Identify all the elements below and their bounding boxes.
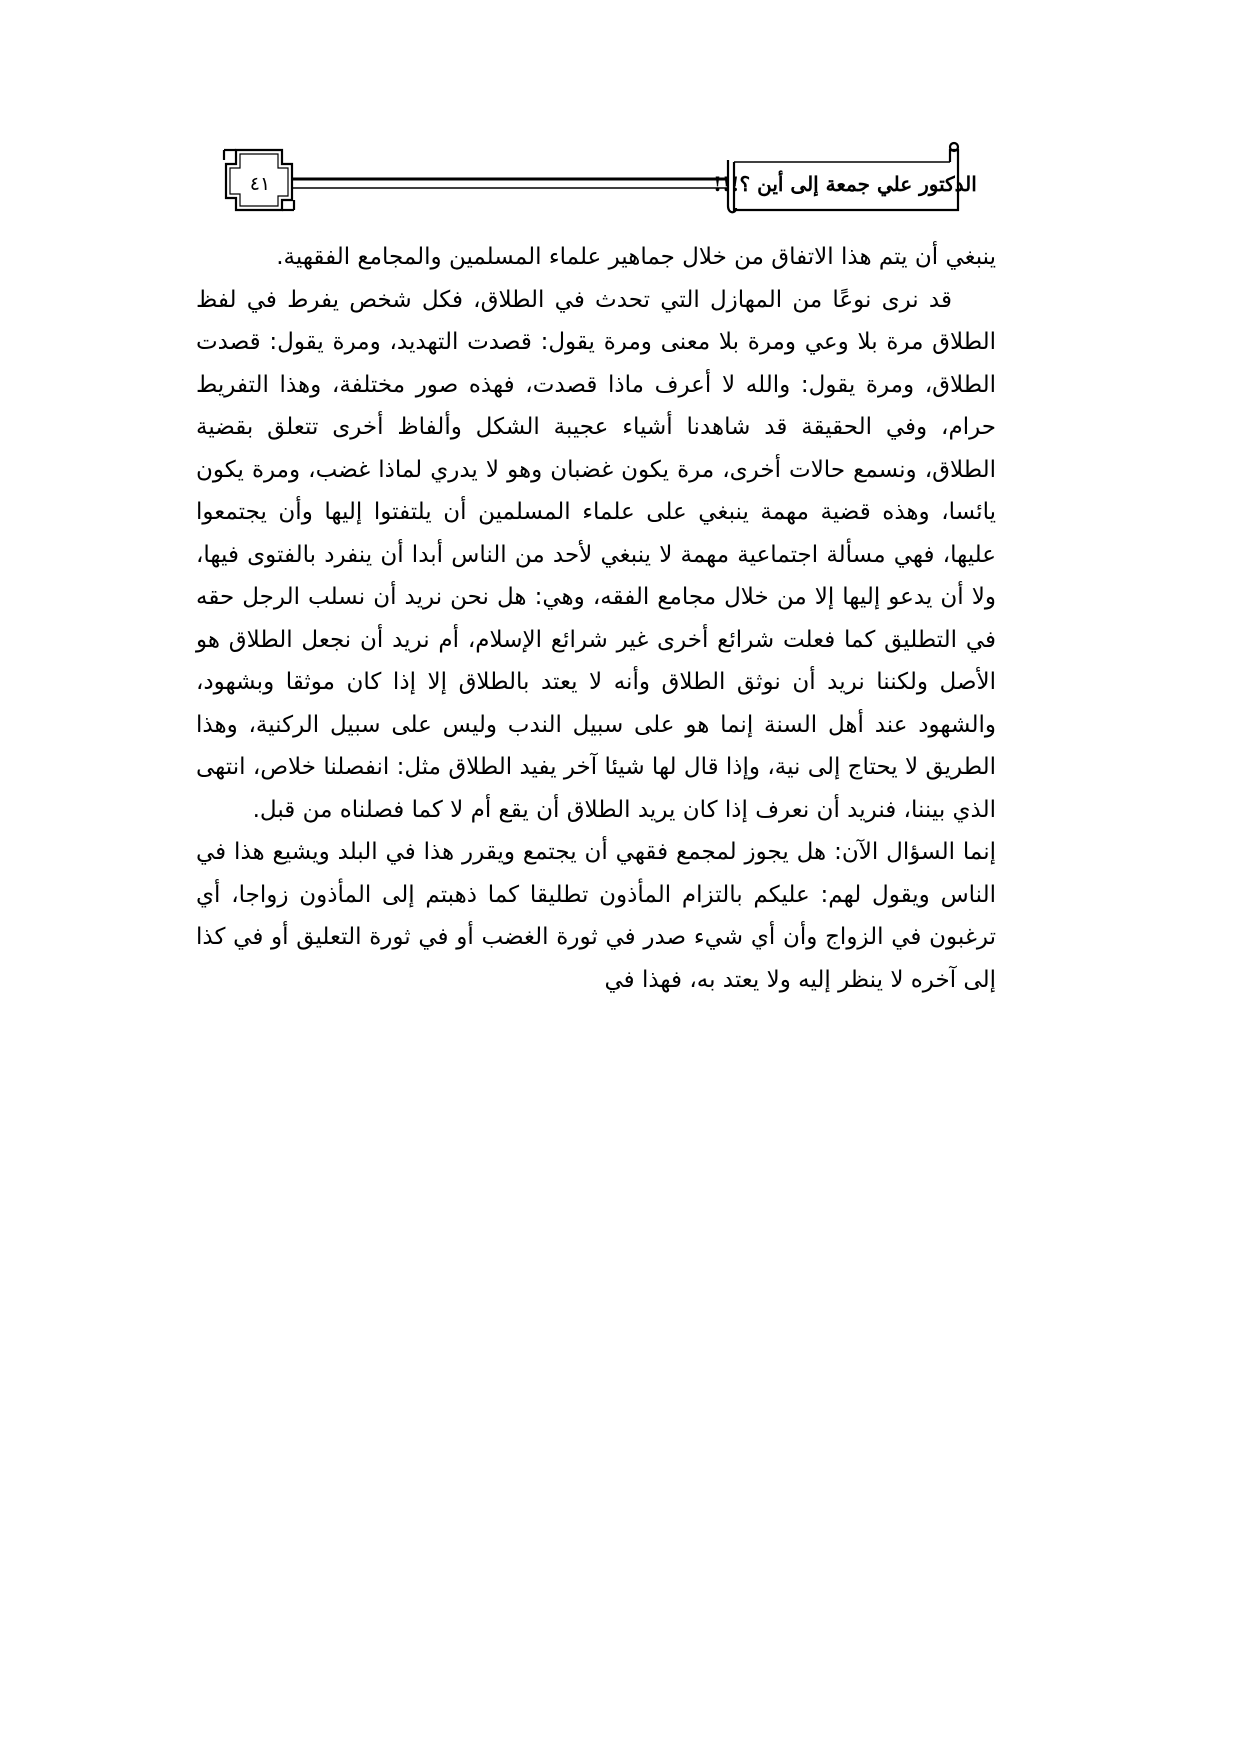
page-body bbox=[196, 236, 996, 1001]
page-number: ٤١ bbox=[249, 173, 271, 195]
header-double-rule bbox=[292, 179, 728, 188]
paragraph-2: قد نرى نوعًا من المهازل التي تحدث في الطلاق، فكل شخص يفرط في لفظ الطلاق مرة بلا وعي ومرة بلا معنى ومرة يقول: قصدت التهديد، ومرة يقول: قصدت الطلاق، ومرة يقول: والله لا أعرف ماذا قصدت، فهذه صور مختلفة، وهذا التفريط حرام، وفي الحقيقة قد شاهدنا أشياء عجيبة الشكل وألفاظ أخرى تتعلق بقضية الطلاق، ونسمع حالات أخرى، مرة يكون غضبان وهو لا يدري لماذا غضب، ومرة يكون يائسا، وهذه قضية مهمة ينبغي على علماء المسلمين أن يلتفتوا إليها وأن يجتمعوا عليها، فهي مسألة اجتماعية مهمة لا ينبغي لأحد من الناس أبدا أن ينفرد بالفتوى فيها، ولا أن يدعو إليها إلا من خلال مجامع الفقه، وهي: هل نحن نريد أن نسلب الرجل حقه في التطليق كما فعلت شرائع أخرى غير شرائع الإسلام، أم نريد أن نجعل الطلاق هو الأصل ولكننا نريد أن نوثق الطلاق وأنه لا يعتد بالطلاق إلا إذا كان موثقا وبشهود، والشهود عند أهل السنة إنما هو على سبيل الندب وليس على سبيل الركنية، وهذا الطريق لا يحتاج إلى نية، وإذا قال لها شيئا آخر يفيد الطلاق مثل: انفصلنا خلاص، انتهى الذي بيننا، فنريد أن نعرف إذا كان يريد الطلاق أن يقع أم لا كما فصلناه من قبل. bbox=[196, 286, 996, 823]
paragraph-1: ينبغي أن يتم هذا الاتفاق من خلال جماهير علماء المسلمين والمجامع الفقهية. bbox=[276, 244, 996, 270]
running-header bbox=[0, 0, 1240, 230]
header-ornament-frame bbox=[0, 0, 1240, 230]
book-title: الدكتور علي جمعة إلى أين ؟!!! bbox=[713, 172, 977, 196]
paragraph-3: إنما السؤال الآن: هل يجوز لمجمع فقهي أن يجتمع ويقرر هذا في البلد ويشيع هذا في الناس ويقول لهم: عليكم بالتزام المأذون تطليقا كما ذهبتم إلى المأذون زواجا، أي ترغبون في الزواج وأن أي شيء صدر في ثورة الغضب أو في ثورة التعليق أو في كذا إلى آخره لا ينظر إليه ولا يعتد به، فهذا في bbox=[196, 839, 996, 993]
